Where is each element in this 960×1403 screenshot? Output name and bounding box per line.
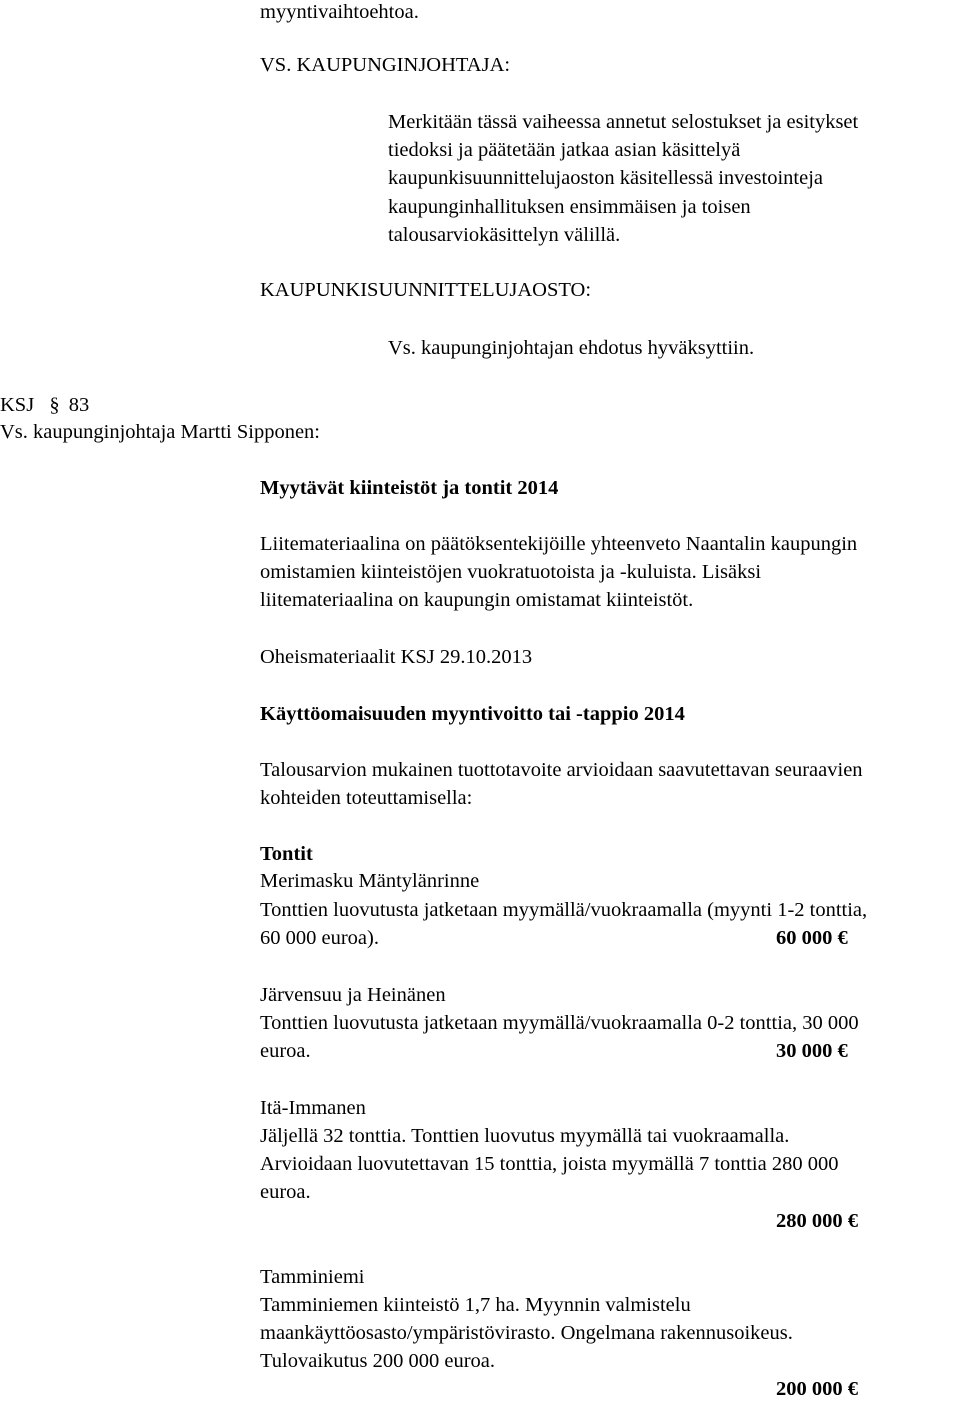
merimasku-name: Merimasku Mäntylänrinne: [260, 870, 480, 892]
presenter: Vs. kaupunginjohtaja Martti Sipponen:: [0, 421, 320, 443]
tamminiemi-line: Tulovaikutus 200 000 euroa.: [260, 1350, 495, 1372]
vs-statement-line: kaupunginhallituksen ensimmäisen ja toisen: [388, 195, 751, 218]
tamminiemi-amount: 200 000 €: [776, 1378, 858, 1400]
target-line: kohteiden toteuttamisella:: [260, 787, 473, 810]
target-paragraph: [260, 756, 863, 812]
tamminiemi-line: maankäyttöosasto/ympäristövirasto. Ongelmana rakennusoikeus.: [260, 1322, 793, 1344]
target-line: Talousarvion mukainen tuottotavoite arvioidaan saavutettavan seuraavien: [260, 759, 863, 781]
merimasku-amount: 60 000 €: [776, 927, 848, 949]
vs-statement: [388, 108, 858, 249]
ita-immanen-line: euroa.: [260, 1181, 311, 1203]
ksj-reference: [0, 391, 89, 419]
merimasku-line: Tonttien luovutusta jatketaan myymällä/vuokraamalla (myynti 1-2 tonttia,: [260, 899, 868, 921]
vs-statement-line: talousarviokäsittelyn välillä.: [388, 223, 621, 246]
vs-statement-line: Merkitään tässä vaiheessa annetut selostukset ja esitykset: [388, 111, 859, 133]
vs-statement-line: kaupunkisuunnittelujaoston käsitellessä investointeja: [388, 167, 823, 190]
jarvensuu-amount: 30 000 €: [776, 1040, 848, 1062]
ksj-label: KSJ: [0, 394, 35, 416]
intro-line: liitemateriaalina on kaupungin omistamat kiinteistöt.: [260, 589, 694, 612]
vs-statement-line: tiedoksi ja päätetään jatkaa asian käsittelyä: [388, 139, 741, 162]
subtitle: Käyttöomaisuuden myyntivoitto tai -tappio 2014: [260, 703, 685, 725]
jarvensuu-line: Tonttien luovutusta jatketaan myymällä/vuokraamalla 0-2 tonttia, 30 000: [260, 1012, 859, 1034]
tamminiemi-line: Tamminiemen kiinteistö 1,7 ha. Myynnin valmistelu: [260, 1294, 691, 1316]
intro-line: Liitemateriaalina on päätöksentekijöille yhteenveto Naantalin kaupungin: [260, 533, 858, 555]
intro-paragraph: [260, 530, 857, 615]
jarvensuu-name: Järvensuu ja Heinänen: [260, 984, 446, 1006]
ita-immanen-line: Arvioidaan luovutettavan 15 tonttia, joista myymällä 7 tonttia 280 000: [260, 1153, 839, 1175]
jaosto-decision: Vs. kaupunginjohtajan ehdotus hyväksyttiin.: [388, 337, 755, 359]
ksj-number: 83: [68, 394, 90, 416]
top-fragment: myyntivaihtoehtoa.: [260, 1, 419, 23]
tontit-heading: Tontit: [260, 843, 313, 865]
vs-kaupunginjohtaja-heading: VS. KAUPUNGINJOHTAJA:: [260, 54, 511, 76]
ita-immanen-line: Jäljellä 32 tonttia. Tonttien luovutus myymällä tai vuokraamalla.: [260, 1125, 790, 1147]
attachments: Oheismateriaalit KSJ 29.10.2013: [260, 646, 533, 668]
tamminiemi-name: Tamminiemi: [260, 1266, 365, 1288]
ita-immanen-name: Itä-Immanen: [260, 1097, 366, 1119]
merimasku-line: 60 000 euroa).: [260, 927, 379, 949]
page-title: Myytävät kiinteistöt ja tontit 2014: [260, 477, 559, 499]
section-sign: §: [49, 394, 60, 416]
ita-immanen-amount: 280 000 €: [776, 1210, 858, 1232]
jarvensuu-line: euroa.: [260, 1040, 311, 1062]
intro-line: omistamien kiinteistöjen vuokratuotoista ja -kuluista. Lisäksi: [260, 561, 762, 584]
jaosto-heading: KAUPUNKISUUNNITTELUJAOSTO:: [260, 279, 592, 301]
